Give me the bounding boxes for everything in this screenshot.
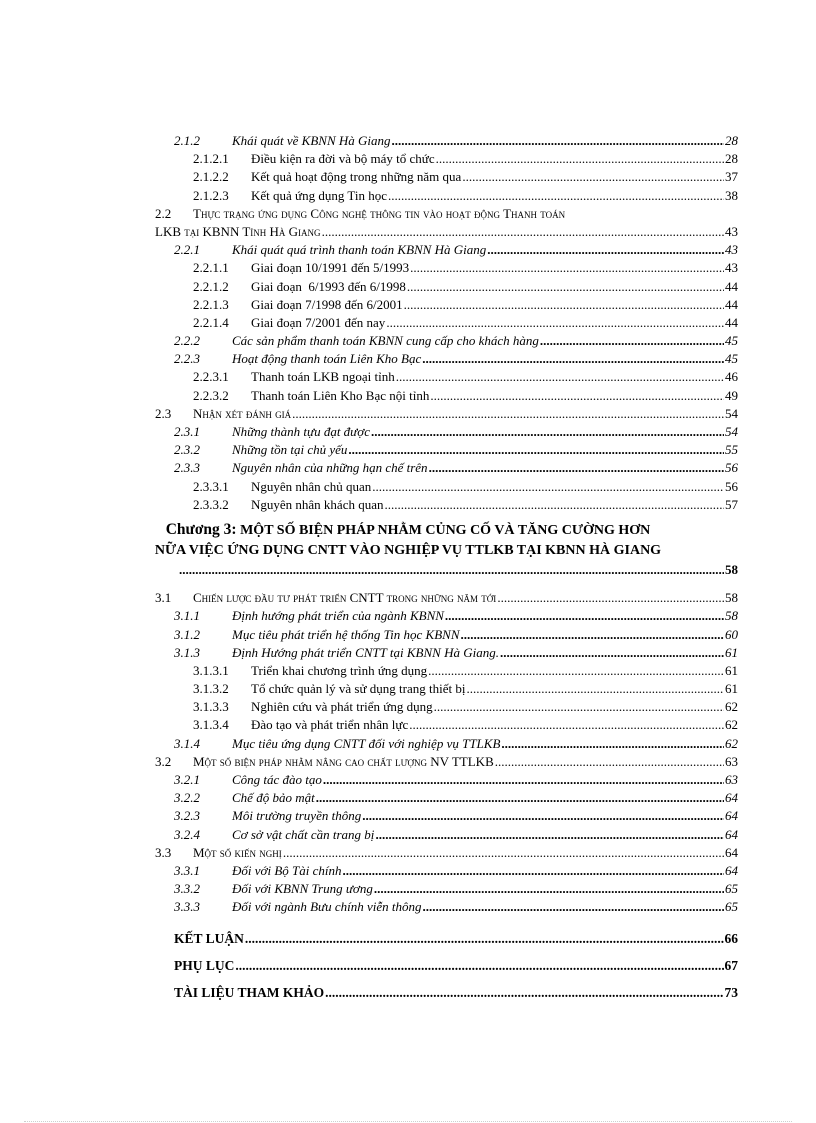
toc-leader bbox=[497, 589, 724, 607]
toc-page: 67 bbox=[724, 957, 738, 973]
toc-title: Thanh toán LKB ngoại tỉnh bbox=[251, 369, 395, 385]
toc-title: Thực trạng ứng dụng Công nghệ thông tin vào hoạt động Thanh toán bbox=[193, 205, 566, 221]
toc-page: 64 bbox=[725, 844, 738, 860]
toc-title: Mục tiêu phát triển hệ thống Tin học KBNN bbox=[232, 626, 460, 642]
toc-leader bbox=[385, 496, 725, 514]
toc-entry-2-2-1-2[interactable] bbox=[193, 278, 738, 296]
toc-number: 2.3.3 bbox=[174, 460, 200, 476]
toc-leader bbox=[375, 826, 724, 844]
toc-leader bbox=[436, 150, 724, 168]
toc-leader bbox=[392, 132, 724, 150]
toc-page: 58 bbox=[725, 561, 738, 577]
toc-entry-2-2-1-1[interactable] bbox=[193, 259, 738, 277]
toc-entry-3-2-2[interactable] bbox=[174, 789, 738, 807]
toc-number: 3.1.3.3 bbox=[193, 699, 229, 715]
toc-number: 3.3.2 bbox=[174, 881, 200, 897]
toc-entry-3-3[interactable] bbox=[155, 844, 738, 862]
toc-page: 62 bbox=[725, 735, 738, 751]
toc-entry-2-1-2-2[interactable] bbox=[193, 168, 738, 186]
toc-entry-3-3-2[interactable] bbox=[174, 880, 738, 898]
toc-title: Nguyên nhân chủ quan bbox=[251, 478, 372, 494]
toc-leader bbox=[371, 423, 724, 441]
toc-page: 43 bbox=[725, 242, 738, 258]
toc-title: Kết quả hoạt động trong những năm qua bbox=[251, 169, 462, 185]
toc-page: 45 bbox=[725, 351, 738, 367]
toc-number: 2.2.1 bbox=[174, 242, 200, 258]
toc-entry-3-2[interactable] bbox=[155, 753, 738, 771]
toc-page: 63 bbox=[725, 753, 738, 769]
toc-leader bbox=[487, 241, 724, 259]
toc-entry-2-3-3[interactable] bbox=[174, 459, 738, 477]
toc-entry-2-2-1[interactable] bbox=[174, 241, 738, 259]
toc-entry-3-1[interactable] bbox=[155, 589, 738, 607]
toc-leader bbox=[429, 459, 724, 477]
toc-title: Mục tiêu ứng dụng CNTT đối với nghiệp vụ TTLKB bbox=[232, 735, 501, 751]
toc-leader bbox=[235, 952, 723, 979]
toc-title: Những tồn tại chủ yếu bbox=[232, 442, 348, 458]
toc-title: Giai đoạn 10/1991 đến 5/1993 bbox=[251, 260, 410, 276]
toc-title: Môi trường truyền thông bbox=[232, 808, 362, 824]
toc-entry-3-1-3[interactable] bbox=[174, 644, 738, 662]
toc-leader bbox=[342, 862, 724, 880]
toc-entry-2-2-line1[interactable] bbox=[155, 205, 738, 223]
toc-title: Các sản phẩm thanh toán KBNN cung cấp cho khách hàng bbox=[232, 333, 539, 349]
toc-leader bbox=[495, 753, 724, 771]
toc-page: 44 bbox=[725, 314, 738, 330]
toc-page: 28 bbox=[725, 151, 738, 167]
toc-title: Giai đoạn 7/2001 đến nay bbox=[251, 314, 386, 330]
toc-page: 61 bbox=[725, 662, 738, 678]
toc-number: 3.1.3.4 bbox=[193, 717, 229, 733]
toc-entry-3-2-3[interactable] bbox=[174, 807, 738, 825]
toc-page: 64 bbox=[725, 862, 738, 878]
toc-leader bbox=[283, 844, 724, 862]
toc-entry-3-1-3-4[interactable] bbox=[193, 716, 738, 734]
toc-title: Đối với ngành Bưu chính viễn thông bbox=[232, 899, 422, 915]
toc-leader bbox=[404, 296, 724, 314]
toc-page: 58 bbox=[725, 608, 738, 624]
toc-leader bbox=[466, 680, 724, 698]
toc-entry-2-3-2[interactable] bbox=[174, 441, 738, 459]
toc-number: 3.3.1 bbox=[174, 862, 200, 878]
toc-number: 3.2 bbox=[155, 753, 172, 769]
toc-page: 63 bbox=[725, 772, 738, 787]
toc-title: Một số kiến nghị bbox=[193, 844, 282, 860]
toc-number: 2.3.3.2 bbox=[193, 496, 229, 512]
toc-entry-ket-luan[interactable] bbox=[174, 925, 738, 952]
toc-leader bbox=[386, 314, 724, 332]
toc-leader bbox=[316, 789, 724, 807]
toc-leader bbox=[501, 735, 724, 753]
toc-entry-2-2-line2[interactable] bbox=[155, 223, 738, 241]
toc-page: 44 bbox=[725, 296, 738, 312]
toc-number: 3.2.4 bbox=[174, 826, 200, 842]
toc-page: 62 bbox=[725, 717, 738, 733]
toc-page: 65 bbox=[725, 881, 738, 897]
toc-number: 3.1 bbox=[155, 590, 172, 606]
toc-title: Triển khai chương trình ứng dụng bbox=[251, 662, 428, 678]
toc-page: 28 bbox=[725, 133, 738, 148]
toc-number: 3.3.3 bbox=[174, 899, 200, 915]
toc-title: Nguyên nhân khách quan bbox=[251, 496, 384, 512]
toc-title: Thanh toán Liên Kho Bạc nội tỉnh bbox=[251, 387, 430, 403]
toc-page: 45 bbox=[725, 333, 738, 349]
toc-number: 2.1.2.1 bbox=[193, 151, 229, 167]
toc-title: Đối với Bộ Tài chính bbox=[232, 862, 342, 878]
toc-entry-tai-lieu-tham-khao[interactable] bbox=[174, 979, 738, 1006]
toc-leader bbox=[374, 880, 724, 898]
toc-page: 73 bbox=[724, 984, 738, 1000]
toc-number: 3.3 bbox=[155, 844, 172, 860]
chapter-prefix: Chương 3: bbox=[165, 520, 237, 538]
chapter-3-leader-row[interactable] bbox=[178, 561, 738, 579]
toc-entry-3-1-2[interactable] bbox=[174, 626, 738, 644]
toc-leader bbox=[540, 332, 724, 350]
toc-title: KẾT LUẬN bbox=[174, 930, 244, 946]
toc-entry-2-1-2-1[interactable] bbox=[193, 150, 738, 168]
toc-title-continued: LKB tại KBNN Tỉnh Hà Giang bbox=[155, 223, 321, 239]
toc-number: 2.2.3.1 bbox=[193, 369, 229, 385]
toc-number: 2.1.2.2 bbox=[193, 169, 229, 185]
toc-number: 3.1.3 bbox=[174, 644, 200, 660]
toc-number: 2.2.3.2 bbox=[193, 387, 229, 403]
toc-entry-2-1-2-3[interactable] bbox=[193, 187, 738, 205]
toc-entry-3-1-3-1[interactable] bbox=[193, 662, 738, 680]
toc-number: 2.3 bbox=[155, 405, 172, 421]
toc-number: 2.2.3 bbox=[174, 351, 200, 367]
toc-leader bbox=[323, 771, 724, 789]
toc-page: 61 bbox=[725, 681, 738, 697]
toc-page: 62 bbox=[725, 699, 738, 715]
toc-leader bbox=[462, 168, 724, 186]
toc-title: Nguyên nhân của những hạn chế trên bbox=[232, 460, 428, 476]
toc-title: Hoạt động thanh toán Liên Kho Bạc bbox=[232, 351, 422, 367]
toc-entry-2-1-2[interactable] bbox=[174, 132, 738, 150]
chapter-3-heading[interactable] bbox=[0, 520, 816, 561]
toc-number: 2.1.2 bbox=[174, 133, 200, 148]
toc-page: 55 bbox=[725, 442, 738, 458]
toc-title: Cơ sở vật chất cần trang bị bbox=[232, 826, 375, 842]
toc-number: 3.2.3 bbox=[174, 808, 200, 824]
chapter-title-line2: NỮA VIỆC ỨNG DỤNG CNTT VÀO NGHIỆP VỤ TTLKB TẠI KBNN HÀ GIANG bbox=[154, 542, 662, 558]
toc-number: 3.1.3.2 bbox=[193, 681, 229, 697]
toc-title: Tổ chức quản lý và sử dụng trang thiết bị bbox=[251, 681, 466, 697]
toc-entry-2-3[interactable] bbox=[155, 405, 738, 423]
toc-entry-3-1-1[interactable] bbox=[174, 607, 738, 625]
toc-number: 2.2.1.2 bbox=[193, 278, 229, 294]
toc-title: Chiến lược đầu tư phát triển CNTT trong những năm tới bbox=[193, 590, 497, 606]
toc-number: 3.1.3.1 bbox=[193, 662, 229, 678]
toc-page: 37 bbox=[725, 169, 738, 185]
toc-leader bbox=[500, 644, 724, 662]
toc-entry-3-3-3[interactable] bbox=[174, 898, 738, 916]
toc-page: 61 bbox=[725, 644, 738, 660]
toc-title: Giai đoạn 6/1993 đến 6/1998 bbox=[251, 278, 406, 294]
toc-leader bbox=[430, 387, 724, 405]
toc-leader bbox=[434, 698, 724, 716]
toc-number: 2.2.1.3 bbox=[193, 296, 229, 312]
toc-number: 3.2.2 bbox=[174, 790, 200, 806]
toc-page: 57 bbox=[725, 496, 738, 512]
toc-title: Công tác đào tạo bbox=[232, 772, 322, 787]
toc-entry-2-3-3-1[interactable] bbox=[193, 478, 738, 496]
toc-title: Đối với KBNN Trung ương bbox=[232, 881, 373, 897]
toc-page: 58 bbox=[725, 590, 738, 606]
toc-page: 43 bbox=[725, 223, 738, 239]
toc-page: 46 bbox=[725, 369, 738, 385]
toc-leader bbox=[428, 662, 724, 680]
toc-leader bbox=[409, 716, 724, 734]
toc-entry-2-2-1-3[interactable] bbox=[193, 296, 738, 314]
toc-page: 65 bbox=[725, 899, 738, 915]
toc-entry-2-3-1[interactable] bbox=[174, 423, 738, 441]
chapter-title-line1: MỘT SỐ BIỆN PHÁP NHẰM CỦNG CỐ VÀ TĂNG CƯỜNG HƠN bbox=[236, 522, 651, 538]
toc-number: 2.1.2.3 bbox=[193, 187, 229, 203]
toc-title: Định Hướng phát triển CNTT tại KBNN Hà Giang. bbox=[232, 644, 499, 660]
toc-title: Một số biện pháp nhằm nâng cao chất lượng NV TTLKB bbox=[193, 753, 494, 769]
toc-number: 3.1.4 bbox=[174, 735, 200, 751]
toc-title: Định hướng phát triển của ngành KBNN bbox=[232, 608, 444, 624]
toc-page: 49 bbox=[725, 387, 738, 403]
toc-entry-3-1-4[interactable] bbox=[174, 735, 738, 753]
toc-leader bbox=[372, 478, 724, 496]
toc-number: 2.2.2 bbox=[174, 333, 200, 349]
toc-leader bbox=[410, 259, 724, 277]
toc-leader bbox=[445, 607, 724, 625]
toc-page: 44 bbox=[725, 278, 738, 294]
toc-page: 43 bbox=[725, 260, 738, 276]
toc-page: 38 bbox=[725, 187, 738, 203]
toc-title: Giai đoạn 7/1998 đến 6/2001 bbox=[251, 296, 403, 312]
toc-page: 54 bbox=[725, 405, 738, 421]
toc-page: 60 bbox=[725, 626, 738, 642]
toc-entry-3-1-3-2[interactable] bbox=[193, 680, 738, 698]
toc-leader bbox=[245, 925, 724, 952]
toc-number: 3.1.1 bbox=[174, 608, 200, 624]
toc-title: Chế độ bảo mật bbox=[232, 790, 315, 806]
toc-entry-2-2-3[interactable] bbox=[174, 350, 738, 368]
toc-page: 56 bbox=[725, 460, 738, 476]
toc-number: 2.3.3.1 bbox=[193, 478, 229, 494]
toc-leader bbox=[362, 807, 724, 825]
toc-leader bbox=[388, 187, 724, 205]
toc-entry-3-2-4[interactable] bbox=[174, 826, 738, 844]
toc-number: 3.2.1 bbox=[174, 772, 200, 787]
page-bottom-divider bbox=[24, 1121, 792, 1122]
toc-title: TÀI LIỆU THAM KHẢO bbox=[174, 984, 325, 1000]
toc-entry-2-3-3-2[interactable] bbox=[193, 496, 738, 514]
toc-entry-3-1-3-3[interactable] bbox=[193, 698, 738, 716]
toc-page: 64 bbox=[725, 808, 738, 824]
toc-entry-3-2-1[interactable] bbox=[174, 771, 738, 789]
toc-number: 3.1.2 bbox=[174, 626, 200, 642]
toc-title: Khái quát về KBNN Hà Giang bbox=[232, 133, 391, 148]
toc-entry-2-2-3-2[interactable] bbox=[193, 387, 738, 405]
toc-number: 2.3.1 bbox=[174, 424, 200, 439]
toc-title: PHỤ LỤC bbox=[174, 957, 235, 973]
toc-entry-3-3-1[interactable] bbox=[174, 862, 738, 880]
table-of-contents bbox=[0, 132, 816, 1006]
toc-title: Nghiên cứu và phát triển ứng dụng bbox=[251, 699, 433, 715]
toc-entry-2-2-3-1[interactable] bbox=[193, 368, 738, 386]
toc-leader bbox=[179, 561, 724, 579]
toc-number: 2.3.2 bbox=[174, 442, 200, 458]
toc-leader bbox=[325, 979, 723, 1006]
toc-entry-2-2-1-4[interactable] bbox=[193, 314, 738, 332]
toc-leader bbox=[292, 405, 724, 423]
toc-number: 2.2.1.1 bbox=[193, 260, 229, 276]
toc-title: Điều kiện ra đời và bộ máy tổ chức bbox=[251, 151, 435, 167]
toc-page: 56 bbox=[725, 478, 738, 494]
toc-page: 54 bbox=[725, 424, 738, 439]
toc-page: 64 bbox=[725, 790, 738, 806]
toc-title: Kết quả ứng dụng Tin học bbox=[251, 187, 387, 203]
toc-title: Những thành tựu đạt được bbox=[232, 424, 370, 439]
toc-leader bbox=[407, 278, 724, 296]
toc-leader bbox=[422, 350, 724, 368]
toc-number: 2.2 bbox=[155, 205, 172, 221]
toc-title: Khái quát quá trình thanh toán KBNN Hà Giang bbox=[232, 242, 487, 258]
toc-title: Nhận xét đánh giá bbox=[193, 405, 292, 421]
toc-page: 66 bbox=[724, 930, 738, 946]
toc-leader bbox=[461, 626, 725, 644]
toc-page: 64 bbox=[725, 826, 738, 842]
toc-number: 2.2.1.4 bbox=[193, 314, 229, 330]
toc-leader bbox=[423, 898, 725, 916]
toc-entry-2-2-2[interactable] bbox=[174, 332, 738, 350]
toc-leader bbox=[396, 368, 724, 386]
toc-leader bbox=[322, 223, 724, 241]
toc-leader bbox=[348, 441, 724, 459]
toc-title: Đào tạo và phát triển nhân lực bbox=[251, 717, 409, 733]
toc-entry-phu-luc[interactable] bbox=[174, 952, 738, 979]
